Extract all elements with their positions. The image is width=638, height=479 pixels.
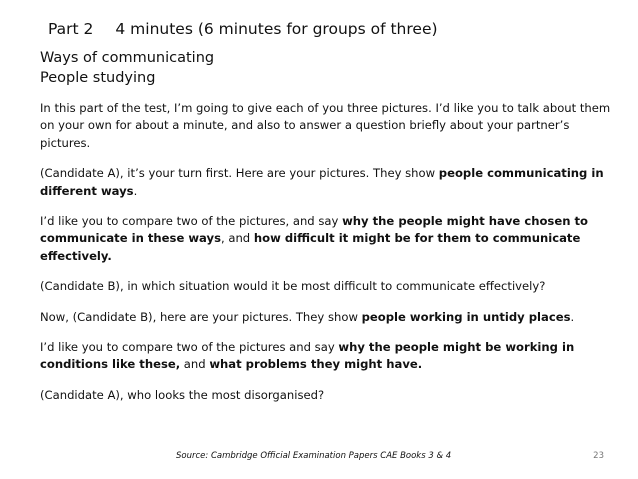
- body-text: Now, (Candidate B), here are your pictures. They show: [40, 309, 362, 324]
- script-paragraph: [40, 213, 612, 265]
- emphasis-text: what problems they might have.: [209, 357, 423, 372]
- page-number: 23: [593, 451, 604, 461]
- emphasis-text: why the people might have chosen to communicate in these ways: [40, 214, 588, 246]
- body-text: In this part of the test, I’m going to give each of you three pictures. I’d like you to talk about them on your own for about a minute, and also to answer a question briefly about your partner’s pictures.: [40, 101, 611, 150]
- emphasis-text: how difficult it might be for them to communicate effectively.: [40, 231, 581, 263]
- body-text: (Candidate A), it’s your turn first. Here are your pictures. They show: [40, 166, 439, 181]
- examiner-script: [40, 100, 612, 417]
- topic-line: People studying: [40, 70, 156, 86]
- emphasis-text: why the people might be working in conditions like these,: [40, 340, 575, 372]
- part-label: Part 2: [48, 20, 94, 38]
- body-text: I’d like you to compare two of the pictures and say: [40, 340, 339, 355]
- part-duration: 4 minutes (6 minutes for groups of three): [115, 20, 438, 38]
- emphasis-text: people communicating in different ways: [40, 166, 604, 198]
- body-text: (Candidate A), who looks the most disorganised?: [40, 387, 325, 402]
- source-citation: Source: Cambridge Official Examination Papers CAE Books 3 & 4: [176, 451, 452, 461]
- body-text: and: [180, 357, 210, 372]
- script-paragraph: [40, 387, 612, 404]
- script-paragraph: [40, 278, 612, 295]
- body-text: , and: [220, 231, 254, 246]
- emphasis-text: people working in untidy places: [361, 309, 571, 324]
- part-header: [48, 20, 438, 38]
- script-paragraph: [40, 339, 612, 374]
- body-text: .: [133, 183, 138, 198]
- script-paragraph: [40, 100, 612, 152]
- body-text: (Candidate B), in which situation would it be most difficult to communicate effectively?: [40, 279, 546, 294]
- topic-line: Ways of communicating: [40, 50, 215, 66]
- script-paragraph: [40, 165, 612, 200]
- body-text: I’d like you to compare two of the pictures, and say: [40, 214, 343, 229]
- body-text: .: [570, 309, 575, 324]
- script-paragraph: [40, 309, 612, 326]
- topics: [40, 48, 214, 88]
